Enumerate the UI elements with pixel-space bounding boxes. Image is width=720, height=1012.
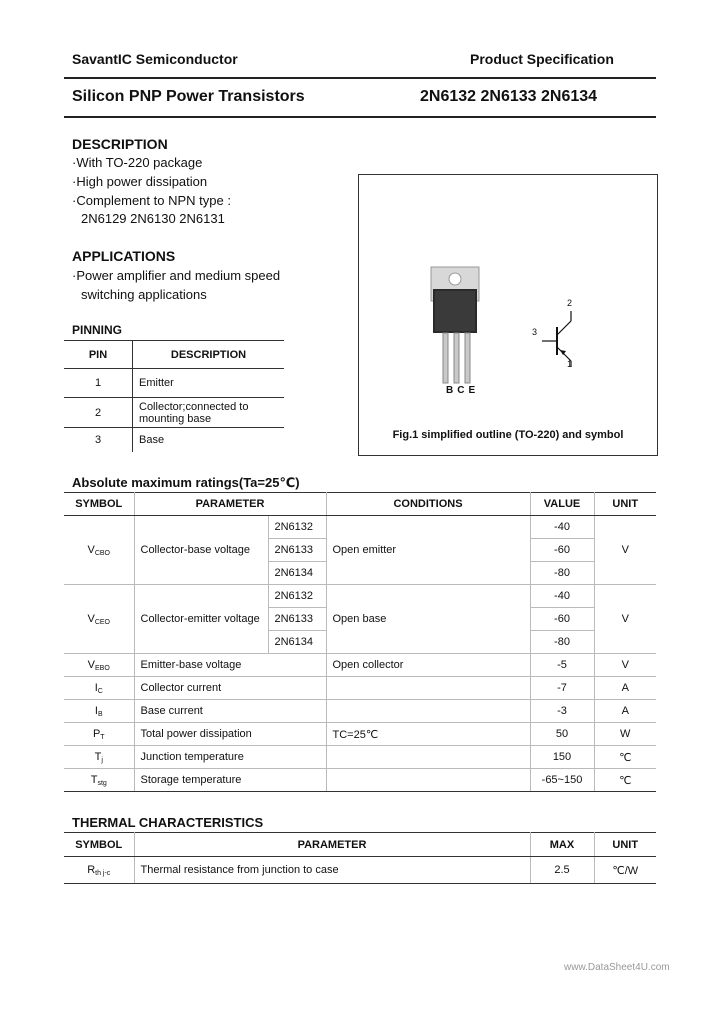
figure-box: [358, 174, 658, 456]
symbol-cell: $R_{th j-c}$: [64, 857, 134, 884]
parameter-cell: Collector-emitter voltage: [134, 585, 268, 654]
parameter-cell: Collector-base voltage: [134, 516, 268, 585]
unit-cell: W: [594, 723, 656, 746]
conditions-col-header: CONDITIONS: [326, 493, 530, 516]
symbol-pin-label: 1: [567, 359, 573, 369]
pin-description: Base: [139, 433, 165, 446]
to220-outline-image: [359, 175, 657, 455]
unit-cell: V: [594, 654, 656, 677]
table-row: [64, 700, 656, 723]
figure-caption: Fig.1 simplified outline (TO-220) and symbol: [392, 429, 624, 441]
unit-cell: ℃/W: [594, 857, 656, 884]
table-row: [64, 516, 656, 539]
conditions-cell: [326, 700, 530, 723]
value-cell: 150: [530, 746, 594, 769]
symbol-cell: $V_{CBO}$: [64, 516, 134, 585]
watermark: www.DataSheet4U.com: [564, 962, 670, 973]
pinning-heading: PINNING: [72, 323, 123, 337]
value-cell: -65~150: [530, 769, 594, 792]
part-cell: 2N6132: [268, 585, 326, 608]
desc-col-header: DESCRIPTION: [170, 348, 247, 361]
parameter-cell: Junction temperature: [134, 746, 326, 769]
unit-cell: V: [594, 516, 656, 585]
abs-max-heading: Absolute maximum ratings(Ta=25℃): [72, 475, 300, 490]
max-col-header: MAX: [530, 833, 594, 857]
unit-col-header: UNIT: [594, 833, 656, 857]
unit-col-header: UNIT: [594, 493, 656, 516]
part-cell: 2N6132: [268, 516, 326, 539]
part-cell: 2N6133: [268, 608, 326, 631]
lead-labels: [446, 385, 479, 396]
part-numbers: 2N6132 2N6133 2N6134: [420, 88, 598, 105]
value-cell: -3: [530, 700, 594, 723]
parameter-cell: Base current: [134, 700, 326, 723]
value-cell: -60: [530, 608, 594, 631]
table-row: [64, 654, 656, 677]
lead-label: E: [468, 385, 480, 396]
parameter-cell: Thermal resistance from junction to case: [134, 857, 530, 884]
description-heading: DESCRIPTION: [72, 136, 168, 152]
unit-cell: A: [594, 700, 656, 723]
symbol-cell: $I_B$: [64, 700, 134, 723]
pin-number: 1: [64, 369, 133, 398]
parameter-col-header: PARAMETER: [134, 493, 326, 516]
conditions-cell: Open collector: [326, 654, 530, 677]
conditions-cell: Open emitter: [326, 516, 530, 585]
conditions-cell: T⁣C=25℃: [326, 723, 530, 746]
value-cell: -60: [530, 539, 594, 562]
table-row: [64, 746, 656, 769]
unit-cell: ℃: [594, 769, 656, 792]
parameter-cell: Total power dissipation: [134, 723, 326, 746]
description-item: 2N6129 2N6130 2N6131: [81, 211, 225, 226]
part-cell: 2N6134: [268, 562, 326, 585]
value-cell: -80: [530, 562, 594, 585]
parameter-cell: Emitter-base voltage: [134, 654, 326, 677]
thermal-table: [64, 832, 656, 884]
value-cell: 50: [530, 723, 594, 746]
table-row: [64, 677, 656, 700]
applications-item: switching applications: [81, 287, 207, 302]
value-col-header: VALUE: [530, 493, 594, 516]
value-cell: -80: [530, 631, 594, 654]
symbol-cell: $T_{stg}$: [64, 769, 134, 792]
header-rule: [64, 77, 656, 79]
unit-cell: ℃: [594, 746, 656, 769]
abs-max-table: [64, 492, 656, 792]
applications-heading: APPLICATIONS: [72, 248, 176, 264]
unit-cell: V: [594, 585, 656, 654]
pin-number: 3: [64, 428, 133, 452]
conditions-cell: [326, 746, 530, 769]
max-cell: 2.5: [530, 857, 594, 884]
value-cell: -40: [530, 516, 594, 539]
table-row: [64, 585, 656, 608]
symbol-pin-label: 2: [567, 298, 573, 308]
company-name: SavantIC Semiconductor: [72, 51, 238, 67]
description-item: ·Complement to NPN type :: [72, 193, 231, 208]
description-item: ·With TO-220 package: [72, 155, 203, 170]
table-row: [64, 428, 284, 452]
table-row: [64, 857, 656, 884]
conditions-cell: Open base: [326, 585, 530, 654]
symbol-cell: $I_C$: [64, 677, 134, 700]
part-cell: 2N6133: [268, 539, 326, 562]
pin-description: Collector;connected to mounting base: [139, 400, 249, 425]
value-cell: -7: [530, 677, 594, 700]
pin-description: Emitter: [139, 377, 174, 389]
table-row: [64, 769, 656, 792]
symbol-cell: $P_T$: [64, 723, 134, 746]
title-rule: [64, 116, 656, 118]
applications-item: ·Power amplifier and medium speed: [72, 268, 281, 283]
value-cell: -40: [530, 585, 594, 608]
symbol-pin-label: 3: [532, 327, 538, 337]
unit-cell: A: [594, 677, 656, 700]
doc-type: Product Specification: [470, 51, 614, 67]
conditions-cell: [326, 769, 530, 792]
description-item: ·High power dissipation: [72, 174, 208, 189]
symbol-cell: $V_{CEO}$: [64, 585, 134, 654]
symbol-cell: $V_{EBO}$: [64, 654, 134, 677]
symbol-col-header: SYMBOL: [64, 493, 134, 516]
symbol-col-header: SYMBOL: [64, 833, 134, 857]
conditions-cell: [326, 677, 530, 700]
pinning-table: [64, 340, 284, 452]
lead-label: C: [457, 385, 469, 396]
part-cell: 2N6134: [268, 631, 326, 654]
table-row: [64, 398, 284, 428]
pin-number: 2: [64, 398, 133, 428]
symbol-cell: $T_j$: [64, 746, 134, 769]
pin-col-header: PIN: [64, 341, 133, 369]
value-cell: -5: [530, 654, 594, 677]
parameter-cell: Storage temperature: [134, 769, 326, 792]
lead-label: B: [446, 385, 458, 396]
table-row: [64, 369, 284, 398]
parameter-cell: Collector current: [134, 677, 326, 700]
table-row: [64, 723, 656, 746]
page-title: Silicon PNP Power Transistors: [72, 88, 305, 105]
thermal-heading: THERMAL CHARACTERISTICS: [72, 815, 264, 830]
parameter-col-header: PARAMETER: [134, 833, 530, 857]
